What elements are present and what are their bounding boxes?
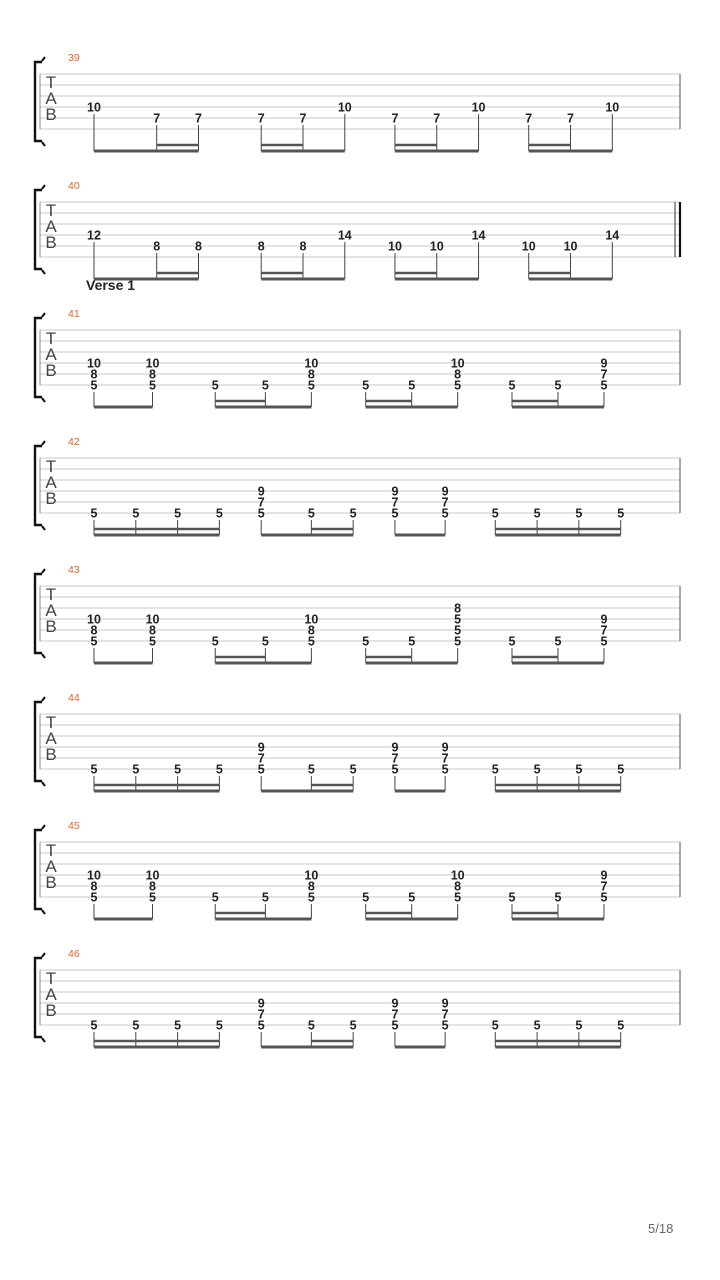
fret-number: 5 (362, 634, 370, 649)
fret-number: 7 (441, 751, 449, 766)
fret-number: 7 (153, 111, 161, 126)
bracket-hook-bottom (42, 910, 45, 914)
fret-number: 9 (391, 740, 399, 755)
tab-system (35, 277, 680, 407)
fret-number: 7 (567, 111, 574, 126)
fret-number: 9 (257, 484, 265, 499)
fret-number: 10 (145, 356, 160, 371)
tab-clef-letter: A (45, 601, 57, 620)
fret-number: 14 (605, 228, 620, 243)
bracket-hook-top (42, 697, 45, 701)
fret-number: 5 (149, 378, 156, 393)
fret-number: 9 (600, 868, 608, 883)
fret-number: 5 (600, 378, 608, 393)
fret-number: 10 (337, 100, 352, 115)
fret-number: 10 (563, 239, 578, 254)
fret-number: 5 (617, 506, 625, 521)
fret-number: 9 (441, 996, 449, 1011)
fret-number: 8 (195, 239, 202, 254)
fret-number: 10 (521, 239, 536, 254)
tab-clef-letter: B (45, 1001, 57, 1020)
fret-number: 7 (600, 623, 608, 638)
fret-number: 5 (491, 1018, 499, 1033)
tab-clef-letter: T (45, 73, 57, 92)
fret-number: 5 (261, 378, 269, 393)
tab-system (35, 436, 680, 535)
fret-number: 5 (90, 378, 98, 393)
tab-clef-letter: B (45, 489, 57, 508)
fret-number: 5 (454, 612, 462, 627)
measure-number: 41 (68, 308, 80, 320)
fret-number: 8 (307, 367, 315, 382)
fret-number: 5 (391, 506, 399, 521)
bracket-hook-bottom (42, 654, 45, 658)
fret-number: 8 (149, 879, 156, 894)
fret-number: 5 (391, 762, 399, 777)
fret-number: 5 (408, 890, 416, 905)
fret-number: 5 (307, 1018, 315, 1033)
fret-number: 5 (149, 890, 156, 905)
fret-number: 5 (261, 634, 269, 649)
fret-number: 8 (454, 601, 462, 616)
bracket-hook-top (42, 825, 45, 829)
fret-number: 10 (87, 868, 101, 883)
fret-number: 5 (575, 1018, 583, 1033)
fret-number: 7 (299, 111, 307, 126)
tab-clef-letter: B (45, 745, 57, 764)
bracket-hook-bottom (42, 1038, 45, 1042)
bracket-hook-top (42, 953, 45, 957)
fret-number: 10 (87, 356, 101, 371)
fret-number: 5 (307, 506, 315, 521)
fret-number: 5 (575, 506, 583, 521)
fret-number: 8 (90, 623, 98, 638)
section-label: Verse 1 (86, 277, 136, 293)
tab-clef-letter: T (45, 713, 57, 732)
fret-number: 10 (304, 356, 319, 371)
fret-number: 5 (90, 762, 98, 777)
fret-number: 5 (454, 378, 462, 393)
fret-number: 7 (391, 751, 399, 766)
bracket-hook-top (42, 313, 45, 317)
fret-number: 5 (533, 1018, 541, 1033)
fret-number: 7 (257, 1007, 265, 1022)
fret-number: 10 (450, 356, 465, 371)
fret-number: 5 (508, 634, 516, 649)
fret-number: 5 (508, 890, 516, 905)
fret-number: 5 (362, 378, 370, 393)
fret-number: 5 (617, 762, 625, 777)
fret-number: 10 (450, 868, 465, 883)
bracket-hook-top (42, 57, 45, 61)
fret-number: 12 (87, 228, 101, 243)
fret-number: 9 (391, 484, 399, 499)
fret-number: 7 (525, 111, 533, 126)
fret-number: 5 (211, 890, 219, 905)
fret-number: 5 (533, 506, 541, 521)
fret-number: 5 (600, 890, 608, 905)
tab-clef-letter: A (45, 857, 57, 876)
tab-clef-letter: A (45, 89, 57, 108)
measure-number: 42 (68, 436, 80, 448)
bracket-hook-top (42, 185, 45, 189)
fret-number: 5 (441, 506, 449, 521)
fret-number: 5 (349, 1018, 357, 1033)
fret-number: 8 (299, 239, 307, 254)
fret-number: 5 (132, 506, 140, 521)
tab-clef-letter: B (45, 233, 57, 252)
fret-number: 9 (257, 740, 265, 755)
bracket-hook-bottom (42, 398, 45, 402)
fret-number: 5 (600, 634, 608, 649)
fret-number: 5 (454, 890, 462, 905)
fret-number: 5 (132, 1018, 140, 1033)
fret-number: 8 (307, 623, 315, 638)
fret-number: 5 (174, 506, 182, 521)
fret-number: 5 (533, 762, 541, 777)
fret-number: 10 (145, 868, 160, 883)
fret-number: 5 (174, 762, 182, 777)
fret-number: 7 (391, 111, 399, 126)
fret-number: 7 (441, 1007, 449, 1022)
fret-number: 5 (132, 762, 140, 777)
fret-number: 5 (408, 378, 416, 393)
fret-number: 5 (349, 506, 357, 521)
tab-system (35, 180, 680, 279)
page-number: 5/18 (648, 1221, 674, 1236)
fret-number: 10 (605, 100, 620, 115)
fret-number: 7 (433, 111, 441, 126)
fret-number: 7 (600, 367, 608, 382)
fret-number: 5 (617, 1018, 625, 1033)
fret-number: 14 (337, 228, 352, 243)
fret-number: 9 (600, 356, 608, 371)
fret-number: 5 (554, 378, 562, 393)
fret-number: 9 (257, 996, 265, 1011)
fret-number: 5 (307, 890, 315, 905)
fret-number: 5 (257, 1018, 265, 1033)
fret-number: 5 (391, 1018, 399, 1033)
fret-number: 5 (257, 506, 265, 521)
measure-number: 39 (68, 52, 80, 64)
measure-number: 45 (68, 820, 80, 832)
measure-number: 40 (68, 180, 80, 192)
fret-number: 8 (90, 367, 98, 382)
fret-number: 5 (174, 1018, 182, 1033)
fret-number: 5 (491, 506, 499, 521)
tab-clef-letter: B (45, 617, 57, 636)
fret-number: 5 (215, 762, 223, 777)
tab-clef-letter: A (45, 729, 57, 748)
tab-system (35, 948, 680, 1047)
tab-clef-letter: A (45, 473, 57, 492)
bracket-hook-top (42, 569, 45, 573)
fret-number: 7 (441, 495, 449, 510)
fret-number: 9 (391, 996, 399, 1011)
tab-clef-letter: T (45, 969, 57, 988)
fret-number: 5 (554, 890, 562, 905)
fret-number: 14 (471, 228, 486, 243)
fret-number: 8 (149, 623, 156, 638)
tab-system (35, 564, 680, 663)
tab-clef-letter: B (45, 105, 57, 124)
fret-number: 5 (90, 506, 98, 521)
tab-clef-letter: B (45, 361, 57, 380)
fret-number: 8 (149, 367, 156, 382)
fret-number: 10 (471, 100, 486, 115)
fret-number: 10 (388, 239, 402, 254)
fret-number: 10 (87, 100, 101, 115)
bracket-hook-bottom (42, 142, 45, 146)
fret-number: 5 (211, 634, 219, 649)
tab-clef-letter: A (45, 345, 57, 364)
tab-clef-letter: B (45, 873, 57, 892)
fret-number: 5 (215, 1018, 223, 1033)
measure-number: 46 (68, 948, 80, 960)
fret-number: 8 (257, 239, 265, 254)
fret-number: 5 (149, 634, 156, 649)
fret-number: 5 (554, 634, 562, 649)
fret-number: 5 (441, 1018, 449, 1033)
fret-number: 7 (391, 495, 399, 510)
fret-number: 7 (257, 111, 265, 126)
tab-clef-letter: T (45, 329, 57, 348)
fret-number: 9 (441, 484, 449, 499)
fret-number: 10 (304, 868, 319, 883)
tab-clef-letter: T (45, 457, 57, 476)
bracket-hook-bottom (42, 782, 45, 786)
fret-number: 5 (211, 378, 219, 393)
fret-number: 5 (508, 378, 516, 393)
fret-number: 8 (153, 239, 161, 254)
fret-number: 5 (349, 762, 357, 777)
tab-system (35, 692, 680, 791)
fret-number: 10 (87, 612, 101, 627)
fret-number: 7 (195, 111, 202, 126)
fret-number: 8 (454, 879, 462, 894)
fret-number: 5 (307, 378, 315, 393)
fret-number: 7 (257, 495, 265, 510)
fret-number: 8 (307, 879, 315, 894)
fret-number: 9 (441, 740, 449, 755)
tab-system (35, 52, 680, 151)
bracket-hook-bottom (42, 526, 45, 530)
fret-number: 10 (429, 239, 444, 254)
tab-system (35, 820, 680, 919)
tab-clef-letter: T (45, 585, 57, 604)
fret-number: 5 (575, 762, 583, 777)
fret-number: 9 (600, 612, 608, 627)
fret-number: 5 (90, 890, 98, 905)
fret-number: 5 (491, 762, 499, 777)
fret-number: 8 (454, 367, 462, 382)
fret-number: 5 (90, 1018, 98, 1033)
fret-number: 8 (90, 879, 98, 894)
fret-number: 5 (441, 762, 449, 777)
fret-number: 5 (90, 634, 98, 649)
bracket-hook-top (42, 441, 45, 445)
fret-number: 7 (257, 751, 265, 766)
tab-clef-letter: T (45, 841, 57, 860)
fret-number: 10 (304, 612, 319, 627)
fret-number: 5 (215, 506, 223, 521)
tab-clef-letter: T (45, 201, 57, 220)
fret-number: 5 (454, 634, 462, 649)
fret-number: 5 (454, 623, 462, 638)
measure-number: 43 (68, 564, 80, 576)
fret-number: 7 (600, 879, 608, 894)
measure-number: 44 (68, 692, 80, 704)
tab-clef-letter: A (45, 217, 57, 236)
fret-number: 5 (257, 762, 265, 777)
bracket-hook-bottom (42, 270, 45, 274)
fret-number: 5 (261, 890, 269, 905)
fret-number: 5 (408, 634, 416, 649)
fret-number: 5 (307, 762, 315, 777)
fret-number: 5 (362, 890, 370, 905)
fret-number: 5 (307, 634, 315, 649)
tab-clef-letter: A (45, 985, 57, 1004)
fret-number: 7 (391, 1007, 399, 1022)
fret-number: 10 (145, 612, 160, 627)
